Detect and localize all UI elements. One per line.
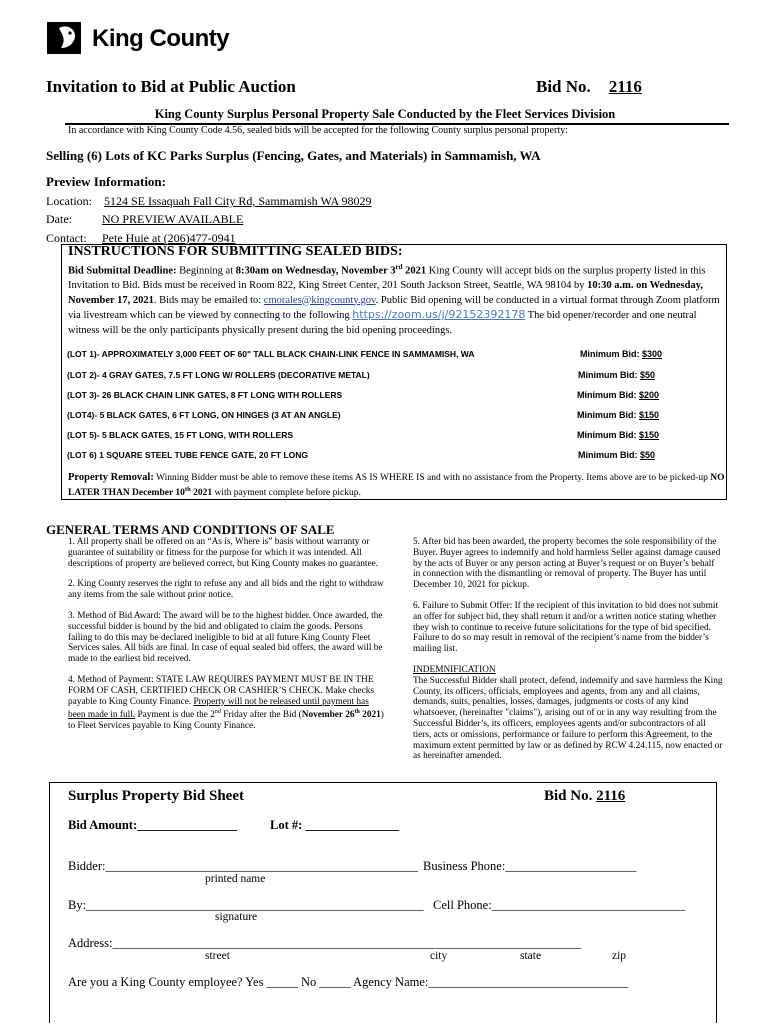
lot-min-bid-6	[578, 450, 655, 460]
lot-item-2: (LOT 2)- 4 GRAY GATES, 7.5 FT LONG W/ ROLLERS (DECORATIVE METAL)	[67, 370, 370, 380]
min-value: $50	[640, 370, 656, 380]
zoom-link[interactable]: https://zoom.us/j/92152392178	[352, 308, 526, 321]
city-caption: city	[430, 950, 448, 962]
lot-item-6: (LOT 6) 1 SQUARE STEEL TUBE FENCE GATE, 20 FT LONG	[67, 450, 309, 460]
intro-text: In accordance with King County Code 4.56, sealed bids will be accepted for the following County surplus personal property:	[68, 125, 568, 136]
bid-number-header	[536, 77, 642, 97]
lot-min-bid-1	[580, 349, 662, 359]
min-label: Minimum Bid:	[577, 430, 637, 440]
king-county-logo-icon	[47, 20, 83, 56]
min-value: $50	[640, 450, 656, 460]
min-label: Minimum Bid:	[578, 370, 638, 380]
signature-caption: signature	[215, 911, 258, 923]
general-terms-heading: GENERAL TERMS AND CONDITIONS OF SALE	[46, 522, 335, 537]
indemnification-text: The Successful Bidder shall protect, defend, indemnify and save harmless the King County, its officers, officials, employees and agents, from any and all claims, demands, suits, penalties, losses, damages, judgments or costs of any kind whatsoever, (hereinafter "claims"), arising out of or in any way resulting from the Successful Bidder’s, its officers, employees agents and/or subcontractors of all tiers, acts or omissions, performance or failure to perform this Agreement, to the maximum extent permitted by law or as defined by RCW 4.24.115, now enacted or as hereinafter amended.	[413, 675, 723, 762]
lot-min-bid-3	[577, 390, 659, 400]
instructions-heading: INSTRUCTIONS FOR SUBMITTING SEALED BIDS:	[68, 244, 403, 259]
employee-question[interactable]: Are you a King County employee? Yes _____ No _____ Agency Name:________________________________	[68, 975, 629, 989]
min-value: $150	[639, 410, 660, 420]
deadline-time: 8:30am on Wednesday, November 3	[235, 265, 396, 277]
term-4-date-sup: th	[354, 709, 360, 716]
deadline-text-a: Beginning at	[176, 265, 236, 277]
removal-label: Property Removal:	[68, 472, 154, 483]
min-label: Minimum Bid:	[580, 349, 640, 359]
preview-heading: Preview Information:	[46, 174, 166, 189]
state-caption: state	[520, 950, 542, 962]
term-4-c: Friday after the Bid (	[220, 710, 302, 721]
bid-number: 2116	[608, 77, 642, 96]
lot-min-bid-2	[578, 370, 655, 380]
removal-deadline: NO LATER THAN December 10	[68, 473, 725, 499]
contact-label: Contact:	[46, 231, 87, 245]
terms-right-column	[413, 537, 723, 762]
terms-left-column	[68, 537, 388, 742]
bid-label: Bid No.	[536, 77, 591, 96]
min-label: Minimum Bid:	[577, 410, 637, 420]
instructions-text	[68, 260, 728, 338]
contact-value: Pete Huie at (206)477-0941	[102, 231, 236, 245]
indemnification-heading: INDEMNIFICATION	[413, 664, 496, 675]
min-value: $300	[642, 349, 663, 359]
lot-min-bid-5	[577, 430, 659, 440]
zip-caption: zip	[612, 950, 627, 962]
bid-sheet-title: Surplus Property Bid Sheet	[68, 788, 244, 804]
deadline-text-e: The bid opener/recorder and one neutral witness will be the only participants physically present during the bid opening proceedings.	[68, 310, 697, 336]
removal-text-a: Winning Bidder must be able to remove these items AS IS WHERE IS and with no assistance from the Property. Items above are to be picked-up	[153, 473, 711, 483]
term-4-a: 4. Method of Payment: STATE LAW REQUIRES PAYMENT MUST BE IN THE FORM OF CASH, CERTIFIED CHECK OR CASHIER’S CHECK. Make checks payable to King County Finance.	[68, 674, 374, 707]
property-removal	[68, 472, 728, 499]
term-5: 5. After bid has been awarded, the property becomes the sole responsibility of the Buyer. Buyer agrees to indemnify and hold harmless Seller against damage caused by the acts of Buyer or any person acting at Buyer’s request or on Buyer’s behalf in connection with the dismantling or removal of property. The Buyer has until December 10, 2021 for pickup.	[413, 537, 721, 591]
deadline-text-c: . Bids may be emailed to:	[153, 294, 264, 306]
deadline-sup: rd	[395, 263, 403, 271]
lot-item-1: (LOT 1)- APPROXIMATELY 3,000 FEET OF 60" TALL BLACK CHAIN-LINK FENCE IN SAMMAMISH, WA	[67, 349, 475, 359]
printed-name-caption: printed name	[205, 873, 266, 885]
bidder-field[interactable]: Bidder:__________________________________________________	[68, 859, 418, 873]
term-3: 3. Method of Bid Award: The award will be to the highest bidder. Once awarded, the successful bidder is bound by the bid and obligated to claim the goods. Persons failing to do this may be declared ineligible to bid at all future King County Fleet Services sales. All bids are final. In case of equal sealed bid offers, the award will be made to the earliest bid received.	[68, 610, 383, 665]
deadline-label: Bid Submittal Deadline:	[68, 265, 177, 277]
deadline-year: 2021	[402, 265, 427, 277]
lot-min-bid-4	[577, 410, 659, 420]
min-value: $150	[639, 430, 660, 440]
min-label: Minimum Bid:	[578, 450, 638, 460]
lot-item-4: (LOT4)- 5 BLACK GATES, 6 FT LONG, ON HINGES (3 AT AN ANGLE)	[67, 410, 341, 420]
sheet-bid-value: 2116	[596, 788, 626, 804]
by-field[interactable]: By:______________________________________________________	[68, 898, 424, 912]
lot-number-field[interactable]: Lot #: _______________	[270, 818, 400, 832]
term-2: 2. King County reserves the right to refuse any and all bids and the right to withdraw any items from the sale without prior notice.	[68, 579, 384, 601]
logo-text: King County	[92, 25, 230, 52]
term-4-sup: nd	[214, 709, 221, 716]
term-4-d: ) to Fleet Services payable to King County Finance.	[68, 710, 384, 732]
business-phone-field[interactable]: Business Phone:_____________________	[423, 859, 637, 873]
page-title: Invitation to Bid at Public Auction	[46, 77, 296, 96]
date-label: Date:	[46, 212, 72, 226]
date-value: NO PREVIEW AVAILABLE	[102, 212, 244, 226]
term-4-b: Payment is due the 2	[135, 710, 215, 721]
term-4-date-year: 2021	[359, 710, 381, 721]
lot-item-5: (LOT 5)- 5 BLACK GATES, 15 FT LONG, WITH ROLLERS	[67, 430, 294, 440]
address-field[interactable]: Address:___________________________________________________________________________	[68, 936, 582, 950]
term-6: 6. Failure to Submit Offer: If the recipient of this invitation to bid does not submit an offer for subject bid, they shall return it and/or a written notice stating whether they wish to continue to receive future solicitations for the type of bid specified. Failure to do so may result in removal of the recipient’s name from the bidder’s mailing list.	[413, 600, 719, 655]
selling-heading: Selling (6) Lots of KC Parks Surplus (Fencing, Gates, and Materials) in Sammamish, WA	[46, 148, 541, 163]
bid-amount-field[interactable]: Bid Amount:________________	[68, 818, 238, 832]
term-4	[68, 675, 388, 732]
deadline-by: 10:30 a.m. on Wednesday, November 17, 2021	[68, 280, 704, 306]
cell-phone-field[interactable]: Cell Phone:_______________________________	[433, 898, 686, 912]
deadline-text-b: King County will accept bids on the surplus property listed in this Invitation to Bid. Bids must be received in Room 822, King Street Center, 201 South Jackson Street, Seattle, WA 98104 by	[68, 265, 706, 291]
deadline-text-d: . Public Bid opening will be conducted in a virtual format through Zoom platform via livestream which can be viewed by connecting to the following	[68, 294, 720, 321]
email-link[interactable]: cmorales@kingcounty.gov	[263, 294, 376, 306]
term-4-underlined: Property will not be released until payment has been made in full.	[68, 696, 369, 721]
term-1: 1. All property shall be offered on an “As is, Where is” basis without warranty or guarantee of suitability or fitness for the purpose for which it was intended. All descriptions of property are believed correct, but King County makes no guarantee.	[68, 537, 379, 569]
min-label: Minimum Bid:	[577, 390, 637, 400]
removal-year: 2021	[190, 488, 213, 499]
sheet-bid-label: Bid No.	[544, 788, 593, 804]
subtitle: King County Surplus Personal Property Sale Conducted by the Fleet Services Division	[154, 107, 616, 121]
removal-sup: th	[184, 486, 191, 493]
lot-item-3: (LOT 3)- 26 BLACK CHAIN LINK GATES, 8 FT LONG WITH ROLLERS	[67, 390, 343, 400]
min-value: $200	[639, 390, 660, 400]
location-value: 5124 SE Issaquah Fall City Rd, Sammamish WA 98029	[104, 194, 372, 208]
bid-sheet-number	[544, 788, 625, 805]
removal-text-b: with payment complete before pickup.	[212, 488, 361, 499]
term-4-date: November 26	[301, 710, 355, 721]
street-caption: street	[205, 950, 230, 962]
location-label: Location:	[46, 194, 92, 208]
